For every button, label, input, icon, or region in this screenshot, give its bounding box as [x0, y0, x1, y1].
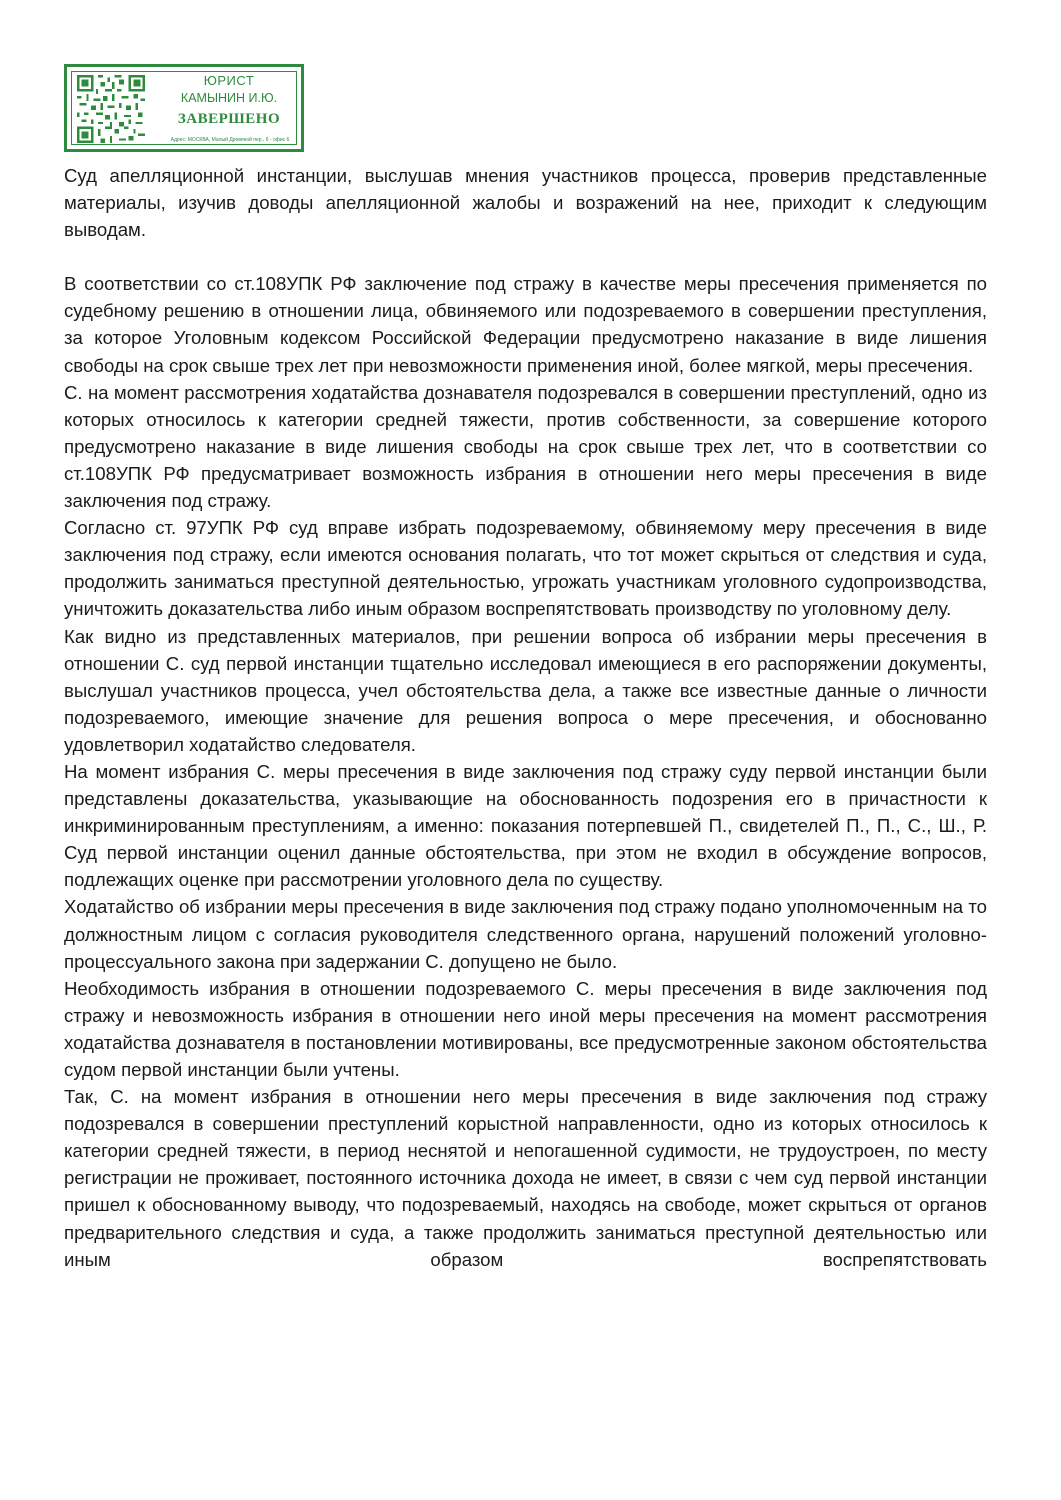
paragraph-gap [64, 243, 987, 270]
stamp-line-lawyer: ЮРИСТ [203, 73, 255, 88]
paragraph: Как видно из представленных материалов, при решении вопроса об избрании меры пресечения в отношении С. суд первой инстанции тщательно исследовал имеющиеся в его распоряжении документы, выслушал участников процесса, учел обстоятельства дела, а также все известные данные о личности подозреваемого, имеющие значение для решения вопроса о мере пресечения, и обоснованно удовлетворил ходатайство следователя. [64, 625, 987, 755]
stamp-line-name: КАМЫНИН И.Ю. [180, 91, 278, 105]
paragraph: Согласно ст. 97УПК РФ суд вправе избрать подозреваемому, обвиняемому меру пресечения в виде заключения под стражу, если имеются основания полагать, что тот может скрыться от следствия и суда, продолжить заниматься преступной деятельностью, угрожать участникам уголовного судопроизводства, уничтожить доказательства либо иным образом воспрепятствовать производству по уголовному делу. [64, 517, 987, 620]
paragraph-continued: Так, С. на момент избрания в отношении него меры пресечения в виде заключения под стражу подозревался в совершении преступлений корыстной направленности, одно из которых относилось к категории средней тяжести, в период неснятой и непогашенной судимости, не трудоустроен, по месту регистрации не проживает, постоянного источника дохода не имеет, в связи с чем суд первой инстанции пришел к обоснованному выводу, что подозреваемый, находясь на свободе, может скрыться от органов предварительного следствия и суда, а также продолжить заниматься преступной деятельностью или иным образом воспрепятствовать [64, 1086, 987, 1270]
stamp-address: Адрес: МОСКВА, Малый Дровяной пер., 6 - офис 6 [170, 137, 290, 143]
paragraph: Необходимость избрания в отношении подозреваемого С. меры пресечения в виде заключения под стражу и невозможность избрания в отношении него иной меры пресечения на момент рассмотрения ходатайства дознавателя в постановлении мотивированы, все предусмотренные законом обстоятельства судом первой инстанции были учтены. [64, 977, 987, 1080]
paragraph: В соответствии со ст.108УПК РФ заключение под стражу в качестве меры пресечения применяется по судебному решению в отношении лица, обвиняемого или подозреваемого в совершении преступления, за которое Уголовным кодексом Российской Федерации предусмотрено наказание в виде лишения свободы на срок свыше трех лет при невозможности применения иной, более мягкой, меры пресечения. [64, 273, 987, 376]
paragraph: С. на момент рассмотрения ходатайства дознавателя подозревался в совершении преступлений, одно из которых относилось к категории средней тяжести, против собственности, за совершение которого предусмотрено наказание в виде лишения свободы на срок свыше трех лет, что в соответствии со ст.108УПК РФ предусматривает возможность избрания в отношении него меры пресечения в виде заключения под стражу. [64, 381, 987, 512]
document-body [64, 162, 987, 1273]
paragraph: Ходатайство об избрании меры пресечения в виде заключения под стражу подано уполномоченным на то должностным лицом с согласия руководителя следственного органа, нарушений положений уголовно-процессуального закона при задержании С. допущено не было. [64, 896, 987, 972]
qr-code-icon [77, 75, 145, 143]
lawyer-stamp [64, 64, 304, 152]
paragraph: На момент избрания С. меры пресечения в виде заключения под стражу суду первой инстанции были представлены доказательства, указывающие на обоснованность подозрения его в причастности к инкриминированным преступлениям, а именно: показания потерпевшей П., свидетелей П., П., С., Ш., Р. Суд первой инстанции оценил данные обстоятельства, при этом не входил в обсуждение вопросов, подлежащих оценке при рассмотрении уголовного дела по существу. [64, 760, 987, 891]
paragraph-intro: Суд апелляционной инстанции, выслушав мнения участников процесса, проверив представленные материалы, изучив доводы апелляционной жалобы и возражений на нее, приходит к следующим выводам. [64, 165, 987, 241]
stamp-line-status: ЗАВЕРШЕНО [177, 111, 281, 127]
